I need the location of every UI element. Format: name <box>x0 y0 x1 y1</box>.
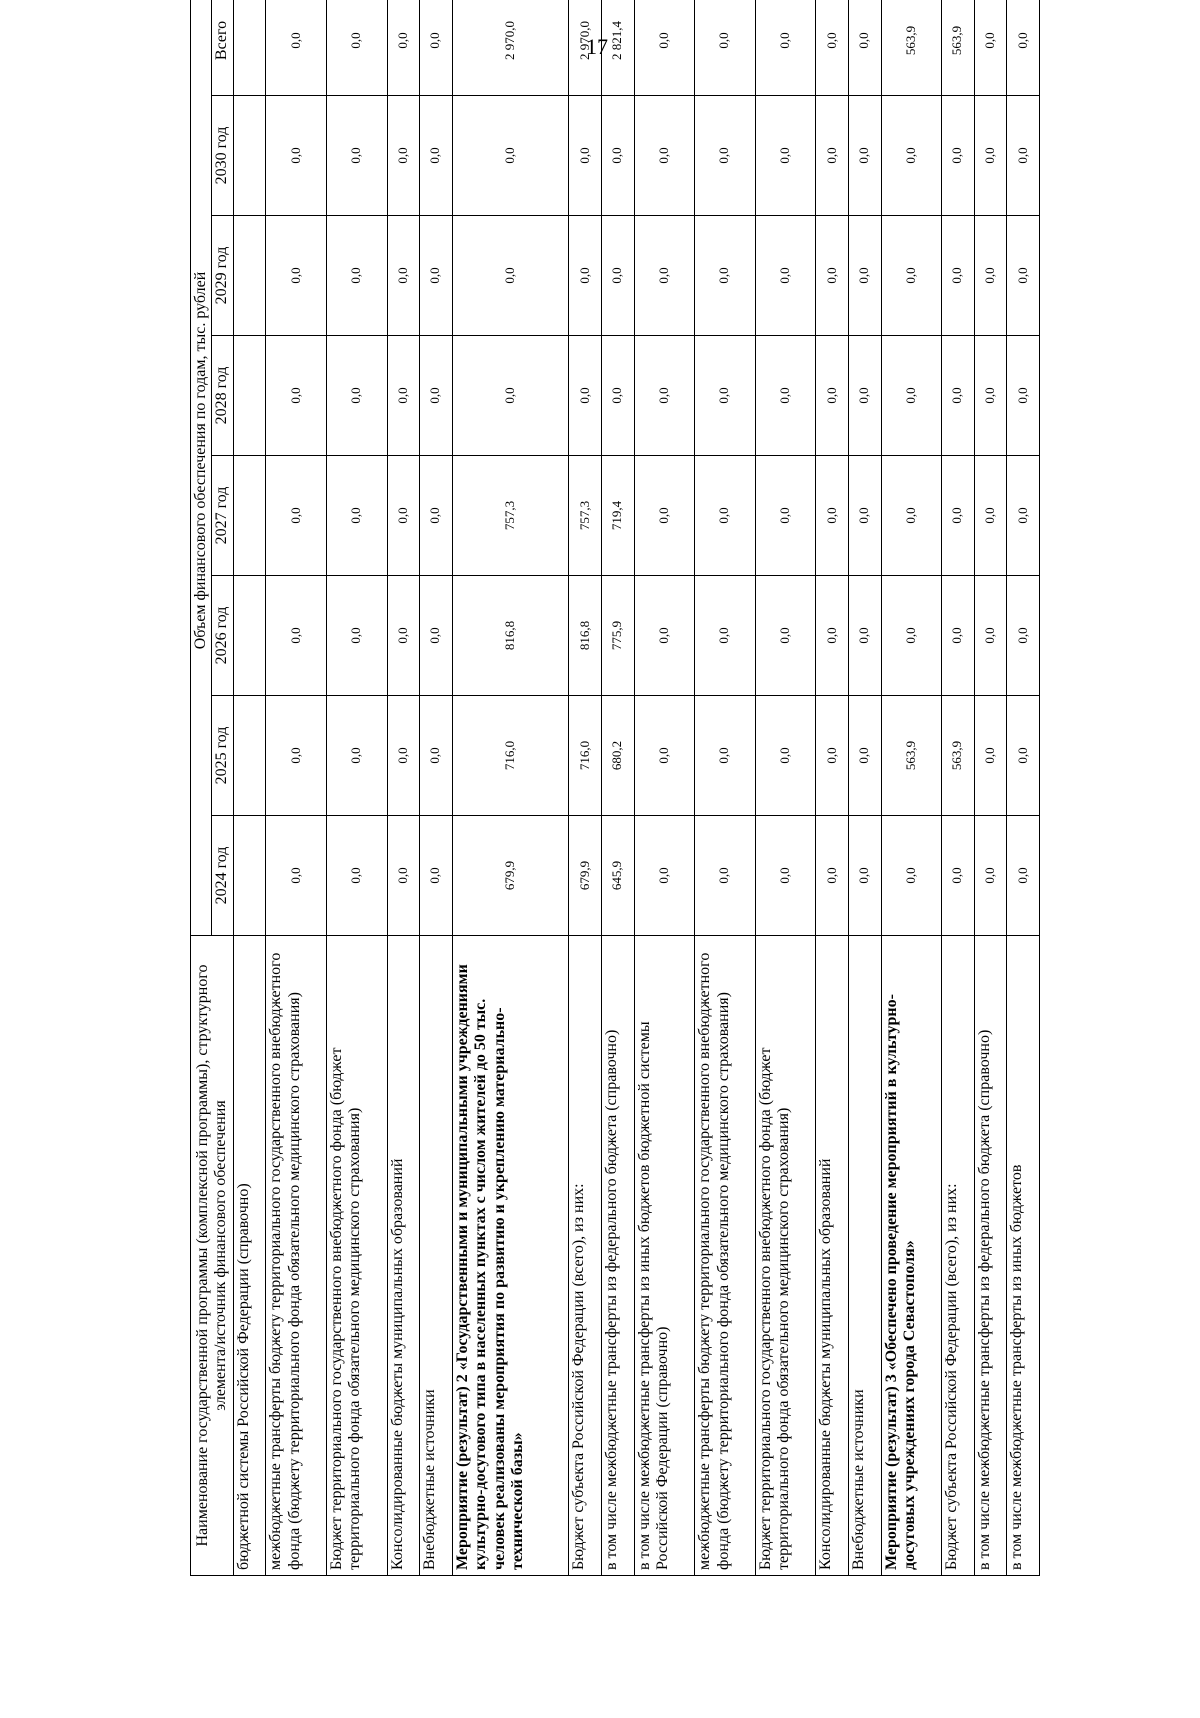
row-value: 0,0 <box>326 816 387 936</box>
year-header: 2028 год <box>212 336 233 456</box>
row-value: 0,0 <box>695 216 756 336</box>
row-name: Бюджет территориального государственного внебюджетного фонда (бюджет территориального фонда обязательного медицинского страхования) <box>755 936 816 1576</box>
row-value: 0,0 <box>881 336 942 456</box>
table-row <box>266 0 327 1576</box>
row-value: 0,0 <box>569 96 602 216</box>
row-value: 0,0 <box>816 456 849 576</box>
row-value: 0,0 <box>848 576 881 696</box>
row-value: 0,0 <box>942 576 975 696</box>
row-total: 0,0 <box>420 0 453 96</box>
row-name: в том числе межбюджетные трансферты из иных бюджетов <box>1007 936 1040 1576</box>
row-value: 563,9 <box>881 696 942 816</box>
table-row <box>452 0 569 1576</box>
row-value: 0,0 <box>1007 576 1040 696</box>
table-row <box>601 0 634 1576</box>
row-value: 0,0 <box>974 336 1007 456</box>
row-value: 0,0 <box>634 216 695 336</box>
row-total: 563,9 <box>942 0 975 96</box>
row-value: 0,0 <box>387 456 420 576</box>
table-row <box>387 0 420 1576</box>
row-total <box>233 0 266 96</box>
row-value: 0,0 <box>974 96 1007 216</box>
row-value: 757,3 <box>452 456 569 576</box>
row-value: 680,2 <box>601 696 634 816</box>
row-value: 0,0 <box>420 696 453 816</box>
row-value: 0,0 <box>755 216 816 336</box>
row-total: 0,0 <box>974 0 1007 96</box>
row-name: Консолидированные бюджеты муниципальных образований <box>816 936 849 1576</box>
row-total: 0,0 <box>326 0 387 96</box>
row-name: в том числе межбюджетные трансферты из иных бюджетов бюджетной системы Российской Федерации (справочно) <box>634 936 695 1576</box>
row-total: 0,0 <box>816 0 849 96</box>
table-row <box>974 0 1007 1576</box>
row-value: 0,0 <box>326 456 387 576</box>
row-value: 0,0 <box>387 696 420 816</box>
row-total: 0,0 <box>266 0 327 96</box>
row-value: 0,0 <box>266 456 327 576</box>
row-value: 0,0 <box>881 96 942 216</box>
row-value <box>233 576 266 696</box>
row-name: Консолидированные бюджеты муниципальных образований <box>387 936 420 1576</box>
row-value: 0,0 <box>848 456 881 576</box>
row-value: 0,0 <box>848 816 881 936</box>
row-value: 0,0 <box>755 576 816 696</box>
row-value: 0,0 <box>881 216 942 336</box>
row-value: 775,9 <box>601 576 634 696</box>
row-value: 0,0 <box>452 336 569 456</box>
row-value: 0,0 <box>974 816 1007 936</box>
row-value: 0,0 <box>387 336 420 456</box>
row-value: 0,0 <box>974 456 1007 576</box>
row-total: 0,0 <box>755 0 816 96</box>
row-value: 0,0 <box>848 696 881 816</box>
row-value: 0,0 <box>601 96 634 216</box>
row-value: 0,0 <box>634 816 695 936</box>
row-value: 0,0 <box>755 456 816 576</box>
row-total: 0,0 <box>695 0 756 96</box>
row-value: 0,0 <box>1007 216 1040 336</box>
year-header: 2026 год <box>212 576 233 696</box>
row-value: 0,0 <box>942 336 975 456</box>
row-value: 0,0 <box>601 216 634 336</box>
row-value: 0,0 <box>942 816 975 936</box>
row-value: 0,0 <box>569 216 602 336</box>
row-value: 0,0 <box>1007 336 1040 456</box>
row-value: 0,0 <box>420 576 453 696</box>
row-value: 0,0 <box>816 96 849 216</box>
row-name: Бюджет территориального государственного внебюджетного фонда (бюджет территориального фонда обязательного медицинского страхования) <box>326 936 387 1576</box>
row-value: 0,0 <box>1007 816 1040 936</box>
row-value: 0,0 <box>974 576 1007 696</box>
row-value <box>233 96 266 216</box>
row-value: 0,0 <box>634 96 695 216</box>
total-header: Всего <box>212 0 233 96</box>
row-value: 0,0 <box>881 456 942 576</box>
row-value: 679,9 <box>452 816 569 936</box>
row-total: 563,9 <box>881 0 942 96</box>
row-value: 0,0 <box>755 96 816 216</box>
row-value: 645,9 <box>601 816 634 936</box>
row-value: 0,0 <box>1007 456 1040 576</box>
table-row <box>1007 0 1040 1576</box>
row-name: в том числе межбюджетные трансферты из федерального бюджета (справочно) <box>601 936 634 1576</box>
row-value: 0,0 <box>420 456 453 576</box>
row-value: 816,8 <box>452 576 569 696</box>
row-value: 0,0 <box>420 96 453 216</box>
row-value: 0,0 <box>387 816 420 936</box>
row-name: бюджетной системы Российской Федерации (справочно) <box>233 936 266 1576</box>
row-value: 0,0 <box>326 576 387 696</box>
row-value: 757,3 <box>569 456 602 576</box>
row-value: 816,8 <box>569 576 602 696</box>
row-value: 719,4 <box>601 456 634 576</box>
table-row <box>816 0 849 1576</box>
row-value: 0,0 <box>695 96 756 216</box>
page-number: 17 <box>586 34 608 59</box>
row-value: 0,0 <box>816 576 849 696</box>
row-total: 2 970,0 <box>569 0 602 96</box>
row-total: 0,0 <box>1007 0 1040 96</box>
row-name: межбюджетные трансферты бюджету территориального государственного внебюджетного фонда (бюджету территориального фонда обязательного медицинского страхования) <box>266 936 327 1576</box>
table-row <box>326 0 387 1576</box>
table-row <box>755 0 816 1576</box>
row-value: 0,0 <box>974 216 1007 336</box>
row-value: 0,0 <box>848 216 881 336</box>
row-value: 0,0 <box>974 696 1007 816</box>
row-name: Бюджет субъекта Российской Федерации (всего), из них: <box>569 936 602 1576</box>
year-header: 2024 год <box>212 816 233 936</box>
row-value: 0,0 <box>816 816 849 936</box>
row-value: 0,0 <box>816 696 849 816</box>
row-name: Внебюджетные источники <box>848 936 881 1576</box>
row-total: 0,0 <box>634 0 695 96</box>
row-name: Внебюджетные источники <box>420 936 453 1576</box>
row-value: 0,0 <box>634 696 695 816</box>
row-total: 2 970,0 <box>452 0 569 96</box>
row-value: 0,0 <box>266 576 327 696</box>
row-name: Бюджет субъекта Российской Федерации (всего), из них: <box>942 936 975 1576</box>
row-value: 0,0 <box>816 216 849 336</box>
table-row <box>695 0 756 1576</box>
volume-header: Объем финансового обеспечения по годам, тыс. рублей <box>191 0 212 936</box>
row-value: 0,0 <box>848 336 881 456</box>
row-value: 0,0 <box>387 576 420 696</box>
row-value: 0,0 <box>452 216 569 336</box>
row-value: 0,0 <box>848 96 881 216</box>
row-value: 0,0 <box>1007 96 1040 216</box>
row-name: межбюджетные трансферты бюджету территориального государственного внебюджетного фонда (бюджету территориального фонда обязательного медицинского страхования) <box>695 936 756 1576</box>
row-value: 0,0 <box>881 576 942 696</box>
row-value: 0,0 <box>755 816 816 936</box>
row-value: 0,0 <box>695 336 756 456</box>
row-value: 0,0 <box>942 96 975 216</box>
row-value: 0,0 <box>755 696 816 816</box>
row-value: 0,0 <box>326 696 387 816</box>
row-value: 0,0 <box>266 816 327 936</box>
row-value: 0,0 <box>695 576 756 696</box>
row-total: 0,0 <box>848 0 881 96</box>
row-value: 0,0 <box>569 336 602 456</box>
table-row <box>634 0 695 1576</box>
row-name: Мероприятие (результат) 2 «Государственными и муниципальными учреждениями культурно-досугового типа в населенных пунктах с числом жителей до 50 тыс. человек реализованы мероприятия по развитию и укреплению материально-технической базы» <box>452 936 569 1576</box>
row-total: 0,0 <box>387 0 420 96</box>
row-value: 0,0 <box>266 96 327 216</box>
row-value: 0,0 <box>266 336 327 456</box>
row-value: 0,0 <box>420 336 453 456</box>
row-name: в том числе межбюджетные трансферты из федерального бюджета (справочно) <box>974 936 1007 1576</box>
row-value: 0,0 <box>420 216 453 336</box>
year-header: 2029 год <box>212 216 233 336</box>
row-value: 716,0 <box>452 696 569 816</box>
table-body <box>233 0 1039 1576</box>
table-row <box>881 0 942 1576</box>
header-row-1 <box>191 0 212 1576</box>
row-value: 0,0 <box>881 816 942 936</box>
row-value: 0,0 <box>695 456 756 576</box>
row-value: 0,0 <box>387 96 420 216</box>
name-column-header: Наименование государственной программы (комплексной программы), структурного элемента/источник финансового обеспечения <box>191 936 234 1576</box>
table-row <box>848 0 881 1576</box>
row-total: 2 821,4 <box>601 0 634 96</box>
row-value: 0,0 <box>420 816 453 936</box>
row-value: 0,0 <box>816 336 849 456</box>
row-value <box>233 216 266 336</box>
row-value: 0,0 <box>634 576 695 696</box>
table-row <box>233 0 266 1576</box>
row-value: 0,0 <box>695 696 756 816</box>
row-value: 0,0 <box>1007 696 1040 816</box>
row-value: 563,9 <box>942 696 975 816</box>
row-value: 0,0 <box>942 216 975 336</box>
row-value: 0,0 <box>695 816 756 936</box>
table-row <box>420 0 453 1576</box>
row-value: 0,0 <box>634 336 695 456</box>
row-value: 0,0 <box>452 96 569 216</box>
financing-table <box>190 0 1040 1576</box>
row-name: Мероприятие (результат) 3 «Обеспечено проведение мероприятий в культурно-досуговых учреждениях города Севастополя» <box>881 936 942 1576</box>
year-header: 2030 год <box>212 96 233 216</box>
row-value: 0,0 <box>942 456 975 576</box>
row-value <box>233 456 266 576</box>
row-value: 716,0 <box>569 696 602 816</box>
year-header: 2027 год <box>212 456 233 576</box>
row-value: 0,0 <box>326 96 387 216</box>
row-value: 0,0 <box>387 216 420 336</box>
table-row <box>569 0 602 1576</box>
row-value <box>233 696 266 816</box>
table-row <box>942 0 975 1576</box>
row-value: 0,0 <box>266 696 327 816</box>
row-value <box>233 336 266 456</box>
row-value <box>233 816 266 936</box>
year-header: 2025 год <box>212 696 233 816</box>
row-value: 0,0 <box>601 336 634 456</box>
row-value: 0,0 <box>326 336 387 456</box>
row-value: 0,0 <box>634 456 695 576</box>
row-value: 0,0 <box>755 336 816 456</box>
row-value: 679,9 <box>569 816 602 936</box>
row-value: 0,0 <box>326 216 387 336</box>
row-value: 0,0 <box>266 216 327 336</box>
